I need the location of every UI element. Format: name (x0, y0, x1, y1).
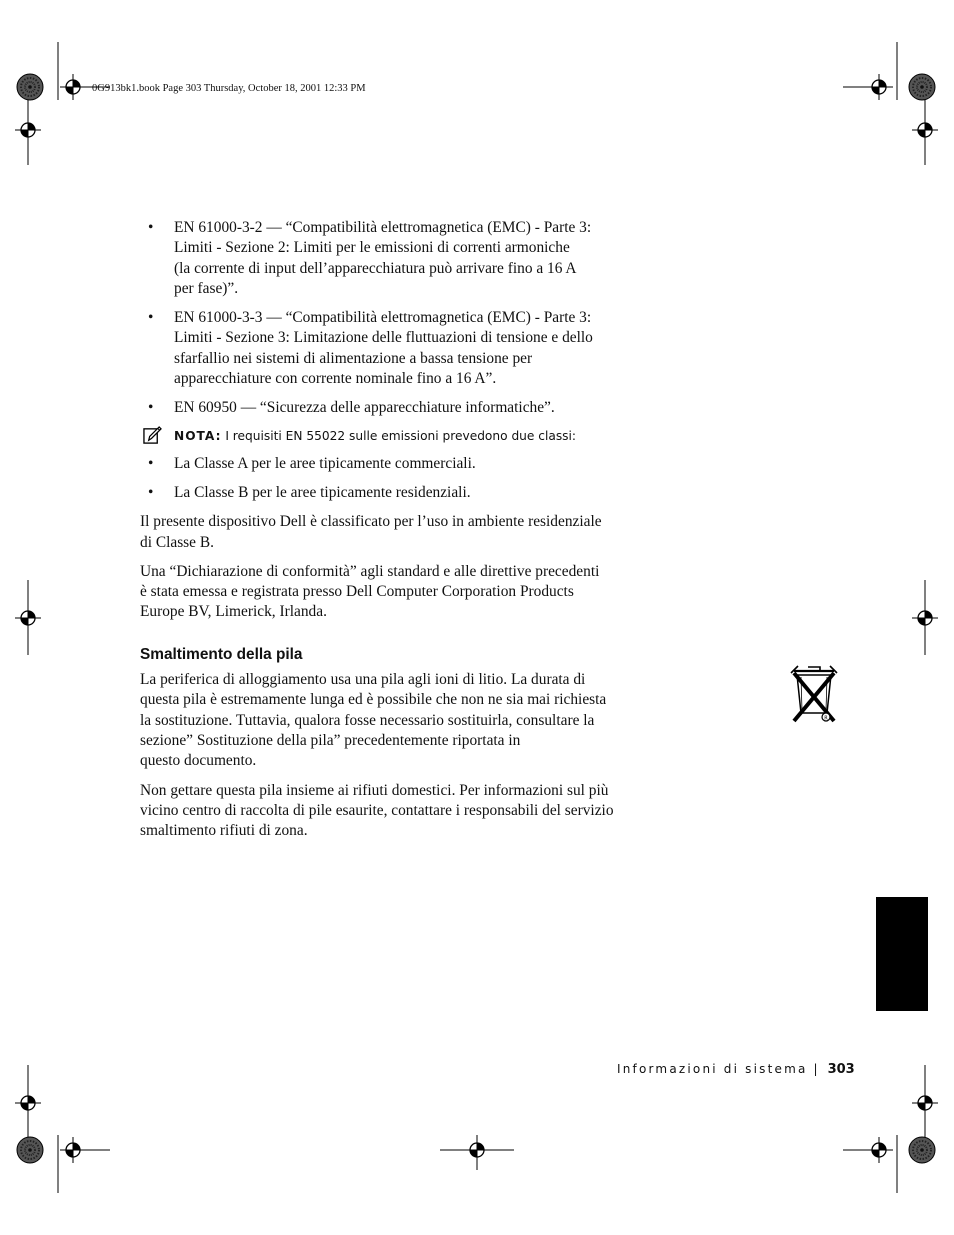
list-item-line: apparecchiature con corrente nominale fino a 16 A”. (174, 370, 497, 388)
list-item-line: EN 61000-3-2 — “Compatibilità elettromagnetica (EMC) - Parte 3: (174, 219, 592, 236)
bullet-icon: • (148, 309, 154, 327)
paragraph-line: Il presente dispositivo Dell è classificato per l’uso in ambiente residenziale (140, 513, 602, 531)
paragraph-line: questa pila è estremamente lunga ed è possibile che non ne sia mai richiesta (140, 691, 607, 709)
list-item-line: Limiti - Sezione 3: Limitazione delle fluttuazioni di tensione e dello (174, 329, 593, 347)
list-item (140, 454, 640, 474)
list-item-line: (la corrente di input dell’apparecchiatura può arrivare fino a 16 A (174, 259, 577, 277)
paragraph-line: la sostituzione. Tuttavia, qualora fosse necessario sostituirla, consultare la (140, 711, 595, 729)
svg-text:R: R (824, 715, 828, 722)
note-block (140, 428, 640, 444)
paragraph-line: La periferica di alloggiamento usa una pila agli ioni di litio. La durata di (140, 671, 586, 689)
main-content (140, 218, 640, 850)
list-item (140, 308, 640, 389)
crossed-out-bin-icon (788, 663, 840, 725)
classes-list (140, 454, 640, 504)
print-slug-header: 0G913bk1.book Page 303 Thursday, October 18, 2001 12:33 PM (92, 83, 366, 94)
pencil-note-icon (143, 426, 162, 445)
paragraph-line: Una “Dichiarazione di conformità” agli standard e alle direttive precedenti (140, 562, 600, 580)
paragraph-line: Europe BV, Limerick, Irlanda. (140, 603, 327, 621)
paragraph-line: Non gettare questa pila insieme ai rifiuti domestici. Per informazioni sul più (140, 781, 609, 799)
paragraph-classification (140, 512, 640, 553)
bullet-icon: • (148, 219, 154, 236)
list-item (140, 483, 640, 503)
paragraph-disposal (140, 781, 640, 842)
note-label: NOTA: (174, 428, 222, 443)
bullet-icon: • (148, 399, 154, 417)
note-text: I requisiti EN 55022 sulle emissioni prevedono due classi: (225, 428, 577, 443)
paragraph-line: vicino centro di raccolta di pile esaurite, contattare i responsabili del servizio (140, 801, 614, 819)
paragraph-line: questo documento. (140, 752, 257, 770)
list-item-line: per fase)”. (174, 279, 239, 297)
footer-section-title: Informazioni di sistema (617, 1062, 808, 1076)
list-item-text: La Classe B per le aree tipicamente residenziali. (174, 483, 471, 501)
paragraph-line: smaltimento rifiuti di zona. (140, 822, 308, 840)
list-item (140, 398, 640, 418)
list-item-text: La Classe A per le aree tipicamente commerciali. (174, 454, 476, 472)
list-item (140, 218, 640, 299)
paragraph-battery (140, 670, 640, 771)
paragraph-declaration (140, 562, 640, 623)
paragraph-line: di Classe B. (140, 533, 214, 551)
footer-separator: | (813, 1062, 818, 1076)
section-thumb-tab (876, 897, 928, 1011)
list-item-line: EN 60950 — “Sicurezza delle apparecchiature informatiche”. (174, 399, 555, 417)
section-heading: Smaltimento della pila (140, 645, 303, 663)
list-item-line: EN 61000-3-3 — “Compatibilità elettromagnetica (EMC) - Parte 3: (174, 309, 592, 327)
bullet-icon: • (148, 483, 154, 501)
page-footer (617, 1062, 855, 1077)
list-item-line: Limiti - Sezione 2: Limiti per le emissioni di correnti armoniche (174, 239, 570, 257)
standards-list (140, 218, 640, 419)
list-item-line: sfarfallio nei sistemi di alimentazione a bassa tensione per (174, 349, 533, 367)
paragraph-line: è stata emessa e registrata presso Dell Computer Corporation Products (140, 583, 574, 601)
paragraph-line: sezione” Sostituzione della pila” precedentemente riportata in (140, 731, 521, 749)
bullet-icon: • (148, 454, 154, 472)
page-number: 303 (827, 1062, 855, 1077)
